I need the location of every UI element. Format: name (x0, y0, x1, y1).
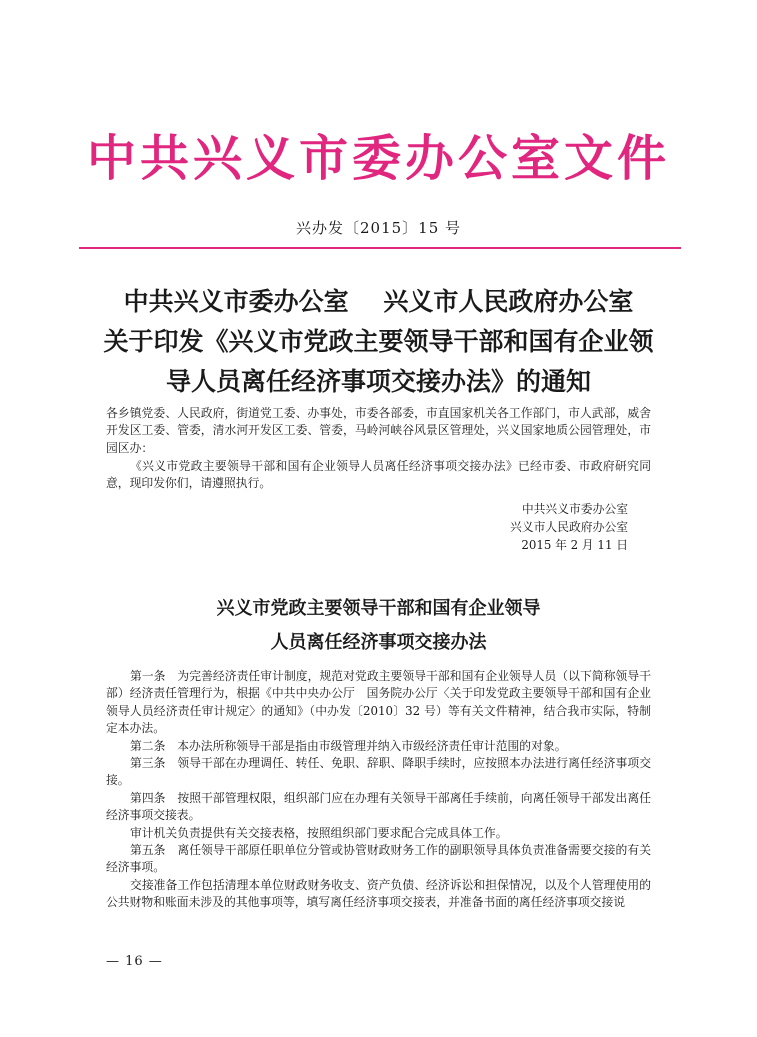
measure-title-line-1: 兴义市党政主要领导干部和国有企业领导 (216, 598, 541, 619)
article-paragraph: 审计机关负责提供有关交接表格，按照组织部门要求配合完成具体工作。 (130, 825, 508, 840)
notice-title (0, 282, 757, 402)
signature-org-1: 中共兴义市委办公室 (521, 502, 628, 516)
article-paragraph: 第四条 按照干部管理权限，组织部门应在办理有关领导干部离任手续前，向离任领导干部发出离任经济事项交接表。 (106, 790, 651, 823)
notice-title-line-3: 导人员离任经济事项交接办法》的通知 (165, 367, 591, 396)
red-divider-line (79, 247, 681, 249)
signature-org-2: 兴义市人民政府办公室 (510, 520, 628, 534)
recipients-paragraph (106, 405, 651, 457)
measure-title (0, 592, 757, 660)
measure-title-line-2: 人员离任经济事项交接办法 (270, 632, 487, 653)
notice-title-line-1: 中共兴义市委办公室 兴义市人民政府办公室 (123, 287, 634, 316)
intro-paragraph (106, 458, 651, 493)
article-paragraph: 第二条 本办法所称领导干部是指由市级管理并纳入市级经济责任审计范围的对象。 (130, 738, 567, 753)
article-paragraph: 第五条 离任领导干部原任职单位分管或协管财政财务工作的副职领导具体负责准备需要交接的有关经济事项。 (106, 843, 651, 875)
page-number: — 16 — (106, 954, 163, 969)
notice-title-line-2: 关于印发《兴义市党政主要领导干部和国有企业领 (103, 327, 654, 356)
article-paragraph: 第一条 为完善经济责任审计制度，规范对党政主要领导干部和国有企业领导人员（以下简称领导干部）经济责任管理行为，根据《中共中央办公厅 国务院办公厅〈关于印发党政主要领导干部和国有企业领导人员经济责任审计规定〉的通知》（中办发〔2010〕32 号）等有关文件精神，结合我市实际，特制定本办法。 (106, 669, 651, 736)
document-header-title: 中共兴义市委办公室文件 (86, 129, 670, 187)
signature-date: 2015 年 2 月 11 日 (521, 538, 628, 552)
article-paragraph: 交接准备工作包括清理本单位财政财务收支、资产负债、经济诉讼和担保情况，以及个人管理使用的公共财物和账面未涉及的其他事项等，填写离任经济事项交接表，并准备书面的离任经济事项交接说 (106, 877, 651, 910)
article-paragraph: 第三条 领导干部在办理调任、转任、免职、辞职、降职手续时，应按照本办法进行离任经济事项交接。 (106, 756, 651, 788)
recipients-text: 各乡镇党委、人民政府，街道党工委、办事处，市委各部委，市直国家机关各工作部门，市人武部，威舍开发区工委、管委，清水河开发区工委、管委，马岭河峡谷风景区管理处，兴义国家地质公园管理处，市园区办： (106, 406, 651, 455)
intro-text: 《兴义市党政主要领导干部和国有企业领导人员离任经济事项交接办法》已经市委、市政府研究同意，现印发你们，请遵照执行。 (106, 459, 651, 491)
document-number: 兴办发〔2015〕15 号 (295, 219, 462, 237)
articles-section (106, 668, 651, 912)
signature-block (470, 500, 650, 554)
